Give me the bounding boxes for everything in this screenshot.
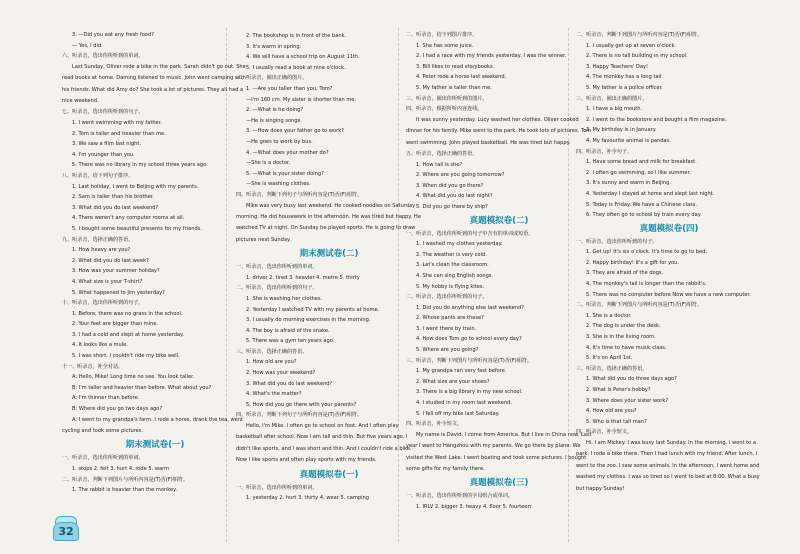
- answer-line: 4. The boy is afraid of the snake.: [246, 327, 330, 334]
- answer-line: 2. I had a race with my friends yesterday. I was the winner.: [416, 53, 567, 60]
- test-title: 真题模拟卷(四): [639, 223, 699, 234]
- passage-text: My name is David. I come from America. But I live in China now. Last year I went to Hangzhou with my parents. We go there by plane. We visited the West Lake. I went boating and took some pictures. I bought some gifts for my family there.: [406, 431, 592, 473]
- answer-line: 4. How old are you?: [586, 408, 637, 415]
- answer-line: 2. Sam is taller than his brother.: [72, 194, 154, 201]
- section-heading: 四、听录音，补全短文。: [406, 421, 463, 428]
- passage-text: Mike was very busy last weekend. He cooked noodles on Saturday morning. He did housework in the afternoon. He was tired but happy. He watched TV at night. On Sunday he played sports. He is going to draw pictures next Sunday.: [236, 202, 421, 243]
- answer-line: 2. The weather is very cold.: [416, 251, 487, 258]
- column-3: [406, 30, 592, 513]
- answer-line: 3. She is in the living room.: [586, 334, 656, 341]
- page-number: 32: [53, 522, 79, 541]
- test-title: 真题模拟卷(一): [299, 469, 359, 480]
- passage-text: A: I went to my grandpa's farm. I rode a horse, drank the tea, went cycling and took some pictures.: [62, 416, 244, 435]
- answer-line: 4. Peter rode a horse last weekend.: [416, 74, 507, 81]
- section-heading: 一、听录音，选出你所听到的单词。: [62, 455, 144, 462]
- answer-line: 4. I'm younger than you.: [72, 151, 135, 158]
- answer-line: 4. Yesterday I stayed at home and slept last night.: [586, 190, 715, 197]
- section-heading: 四、听录音，判断下列句子与所听内容是(T)否(F)相符。: [236, 191, 363, 198]
- answer-line: 5. There was no computer before Now we have a new computer.: [586, 291, 751, 298]
- answer-line: 2. Your feet are bigger than mine.: [72, 321, 159, 328]
- answer-line: 5. I bought some beautiful presents for my friends.: [72, 225, 202, 232]
- answer-line: 2. Tom is taller and heavier than me.: [72, 130, 166, 137]
- answer-line: 1. She is washing her clothes.: [246, 295, 323, 302]
- test-title: 期末测试卷(二): [299, 249, 359, 260]
- answer-line: 5. I fell off my bike last Saturday.: [416, 410, 500, 417]
- answer-line: A: Hello, Mike! Long time no see. You look taller.: [72, 374, 195, 381]
- answer-line: 3. Happy Teachers' Day!: [586, 63, 649, 70]
- section-heading: 一、听录音，选出你所听到的字母组合或单词。: [406, 493, 513, 500]
- answer-line: 2. The bookshop is in front of the bank.: [246, 33, 347, 39]
- answer-line: 3. —How does your father go to work?: [246, 128, 344, 135]
- answer-line: 5. Today is Friday. We have a Chinese class.: [586, 201, 698, 208]
- section-heading: 十一、听录音，补全对话。: [62, 363, 124, 370]
- test-title: 真题模拟卷(三): [469, 478, 529, 489]
- answer-line: 3. Where does your sister work?: [586, 397, 669, 404]
- answer-line: 1. Have some bread and milk for breakfast.: [586, 159, 697, 166]
- answer-line: 4. It's time to have music class.: [586, 344, 667, 351]
- section-heading: 九、听录音，选择正确的答语。: [62, 236, 134, 243]
- answer-line: 1. driver 2. tired 3. heavier 4. metre 5. thirty: [246, 274, 360, 281]
- answer-line: 2. What size are your shoes?: [416, 378, 490, 385]
- section-heading: 二、听录音，给下列图片排序。: [406, 32, 478, 38]
- answer-line: 5. There was a gym ten years ago.: [246, 338, 335, 345]
- answer-line: 2. I went to the bookstore and bought a film magazine.: [586, 116, 727, 123]
- answer-line: 4. What did you do last night?: [416, 193, 493, 200]
- section-heading: 三、听录音，圈出正确的图片。: [236, 75, 308, 82]
- answer-line: 5. Where are you going?: [416, 347, 479, 354]
- section-heading: 八、听录音，给下列句子排序。: [62, 172, 134, 179]
- answer-line: 5. There was no library in my school three years ago.: [72, 162, 208, 169]
- answer-line: 5. It's on April 1st.: [586, 355, 633, 362]
- answer-line: 1. IRLV 2. bigger 3. heavy 4. floor 5. fourteen: [416, 504, 531, 511]
- answer-line: 5. My father is a police officer.: [586, 84, 663, 91]
- answer-line: 3. I usually do morning exercises in the morning.: [246, 317, 371, 324]
- answer-line: 1. The rabbit is heavier than the monkey.: [72, 487, 178, 494]
- answer-line: 1. She is a doctor.: [586, 312, 632, 319]
- answer-line: 3. I went there by train.: [416, 325, 477, 332]
- answer-line: 4. My favourite animal is pandas.: [586, 137, 671, 144]
- answer-line: 5. What happened to Jim yesterday?: [72, 289, 165, 296]
- answer-line: 3. What did you do last weekend?: [246, 380, 333, 387]
- section-heading: 三、听录音，圈出正确的图片。: [576, 95, 648, 102]
- answer-line: 3. It's warm in spring.: [246, 43, 302, 50]
- answer-line: 2. What did you do last week?: [72, 257, 149, 264]
- answer-line: 2. Whose pants are these?: [416, 315, 484, 322]
- section-heading: 一、听录音，选出你所听到的单词。: [236, 484, 318, 491]
- section-heading: 二、听录音，判断下列图片与所听内容是(T)否(F)相符。: [62, 476, 189, 483]
- answer-line: 1. How heavy are you?: [72, 247, 131, 254]
- answer-line: 1. Last holiday, I went to Beijing with my parents.: [72, 183, 199, 190]
- section-heading: 二、听录音，选出你所听到的句子。: [236, 285, 318, 292]
- section-heading: 一、听录音，选出你所听到的句子中含有的单词或短语。: [406, 230, 534, 237]
- answer-line: 1. What did you do three days ago?: [586, 376, 677, 383]
- answer-line: 5. My hobby is flying kites.: [416, 283, 485, 290]
- answer-line: 1. I washed my clothes yesterday.: [416, 241, 503, 248]
- answer-line: 2. What is Peter's hobby?: [586, 387, 651, 393]
- column-2: [236, 31, 422, 504]
- answer-line: 4. It looks like a mule.: [72, 342, 128, 349]
- answer-line: 4. The monkey's tail is longer than the rabbit's.: [586, 281, 707, 288]
- answer-line: 3. I had a cold and slept at home yesterday.: [72, 331, 184, 338]
- section-heading: 四、听录音，补全短文。: [576, 429, 633, 436]
- answer-line: 1. —Are you taller than you, Tom?: [246, 85, 333, 92]
- passage-text: It was sunny yesterday. Lucy washed her clothes. Oliver cooked dinner for his family. Mike went to the park. He took lots of pictures. Tom went swimming. John played basketball. He was tired but happy.: [406, 116, 592, 146]
- answer-line: 2. The dog is under the desk.: [586, 323, 661, 330]
- answer-line: 3. —Did you eat any fresh food?: [72, 32, 154, 38]
- answer-line: 4. There weren't any computer rooms at all.: [72, 215, 185, 222]
- answer-line: 1. My grandpa ran very fast before.: [416, 368, 507, 375]
- answer-line: 3. When did you go there?: [416, 182, 484, 189]
- answer-line: —He is singing songs.: [246, 117, 302, 124]
- answer-line: 3. Let's clean the classroom.: [416, 262, 489, 269]
- column-4: [576, 30, 762, 495]
- section-heading: 三、听录音，选择正确的答语。: [236, 348, 308, 355]
- answer-line: 5. I usually read a book at nine o'clock.: [246, 64, 346, 71]
- section-heading: 一、听录音，选出你所听到的单词。: [236, 264, 318, 271]
- answer-line: 2. Where are you going tomorrow?: [416, 172, 505, 179]
- answer-line: —She is washing clothes.: [246, 181, 311, 188]
- answer-line: —I'm 160 cm. My sister is shorter than me.: [246, 96, 357, 103]
- test-title: 期末测试卷(一): [125, 440, 185, 451]
- answer-line: 1. Get up! It's six o'clock. It's time to go to bed.: [586, 249, 707, 256]
- answer-line: 5. Who is that tall man?: [586, 418, 647, 425]
- section-heading: 四、听录音，补全句子。: [576, 148, 633, 155]
- answer-line: 3. There is a big library in my new school.: [416, 389, 523, 396]
- passage-text: Last Sunday, Oliver rode a bike in the park. Sarah didn't go out. She read books at home. Daming listened to music. John went camping with his friends. What did Amy do? She took a lot of pictures. They all had a nice weekend.: [62, 63, 246, 104]
- answer-line: A: I'm thinner than before.: [72, 395, 140, 402]
- answer-line: 5. My father is taller than me.: [416, 84, 492, 91]
- answer-line: 2. —What is he doing?: [246, 107, 304, 114]
- passage-text: Hello, I'm Mike. I often go to school on foot. And I often play basketball after school. Now I am tall and thin. But five years ago, I didn't like sports, and I was short and thin. And I couldn't ride a bike. Now I like sports and often play sports with my friends.: [236, 423, 412, 464]
- answer-line: 4. How does Tom go to school every day?: [416, 336, 522, 343]
- answer-line: 1. stops 2. felt 3. hurt 4. rode 5. warm: [72, 466, 170, 473]
- section-heading: 三、听录音，圈出你所听到的图片。: [406, 95, 488, 102]
- answer-line: 4. The monkey has a long tail.: [586, 74, 663, 81]
- answer-line: 1. I usually get up at seven o'clock.: [586, 42, 677, 49]
- answer-line: B: Where did you go two days ago?: [72, 406, 163, 413]
- section-heading: 三、听录音，判断下列图片与所听内容是(T)否(F)相符。: [406, 357, 533, 364]
- answer-line: —He goes to work by bus.: [246, 138, 313, 145]
- answer-line: 3. My birthday is in January.: [586, 127, 657, 134]
- section-heading: 十、听录音，选出你所听到的句子。: [62, 300, 144, 307]
- passage-text: Hi, I am Mickey. I was busy last Sunday. In the morning, I went to a park. I rode a bike there. Then I had lunch with my friend. After lunch, I went to the zoo. I saw some animals. In the afternoon, I went home and washed my clothes. I was so tired so I went to bed at 8:00. What a busy but happy Sunday!: [576, 439, 760, 492]
- section-heading: 四、听录音，根据所听内容连线。: [406, 106, 483, 113]
- section-heading: 二、听录音，判断下列图片与所听内容是(T)否(F)相符。: [576, 302, 703, 309]
- answer-line: 4. She can sing English songs.: [416, 272, 494, 279]
- section-heading: 一、听录音，选出你所听到的句子。: [576, 238, 658, 245]
- answer-line: 3. What did you do last weekend?: [72, 204, 159, 211]
- section-heading: 二、听录音，选出你所听到的句子。: [406, 294, 488, 301]
- section-heading: 七、听录音，选出你所听到的句子。: [62, 109, 144, 116]
- answer-line: 2. There is no tall building in my school.: [586, 53, 688, 60]
- section-heading: 三、听录音，选择正确的答语。: [576, 365, 648, 372]
- answer-line: 4. What's the matter?: [246, 391, 302, 398]
- answer-line: 1. I went swimming with my father.: [72, 120, 162, 126]
- answer-line: 2. How was your weekend?: [246, 370, 316, 377]
- answer-line: 6. They often go to school by train every day.: [586, 212, 702, 219]
- answer-line: 1. yesterday 2. hurt 3. thirty 4. wear 5. camping: [246, 495, 369, 502]
- answer-line: 4. We will have a school trip on August 11th.: [246, 54, 360, 61]
- answer-line: 3. It's sunny and warm in Beijing.: [586, 180, 671, 187]
- test-title: 真题模拟卷(二): [469, 215, 529, 226]
- answer-line: 1. Did you do anything else last weekend?: [416, 304, 524, 311]
- answer-line: 3. We saw a film last night.: [72, 141, 142, 148]
- answer-line: — Yes, I did.: [72, 42, 103, 49]
- section-heading: 二、听录音，判断下列图片与所听内容是(T)否(F)相符。: [576, 32, 703, 38]
- answer-line: 5. —What is your sister doing?: [246, 170, 324, 177]
- answer-line: —She is a doctor.: [246, 160, 291, 167]
- answer-line: 2. Happy birthday! It's a gift for you.: [586, 259, 680, 266]
- section-heading: 五、听录音，选择正确的答语。: [406, 150, 478, 157]
- answer-line: B: I'm taller and heavier than before. What about you?: [72, 384, 212, 391]
- section-heading: 四、听录音，判断下列句子与所听内容是(T)否(F)相符。: [236, 412, 363, 419]
- answer-line: 4. What size is your T-shirt?: [72, 278, 143, 285]
- answer-line: 1. Before, there was no grass in the school.: [72, 310, 183, 317]
- answer-line: 2. Yesterday I watched TV with my parents at home.: [246, 306, 380, 313]
- answer-line: 3. Bill likes to read storybooks.: [416, 63, 495, 70]
- answer-line: 1. I have a big mouth.: [586, 106, 643, 113]
- answer-line: 1. How old are you?: [246, 359, 297, 366]
- section-heading: 六、听录音，选出你所听到的单词。: [62, 53, 144, 60]
- answer-line: 3. They are afraid of the dogs.: [586, 270, 664, 277]
- answer-line: 4. I studied in my room last weekend.: [416, 400, 512, 407]
- answer-line: 1. She has some juice.: [416, 42, 474, 49]
- answer-line: 4. —What does your mother do?: [246, 149, 329, 156]
- answer-line: 1. How tall is she?: [416, 161, 463, 168]
- answer-line: 2. I often go swimming, so I like summer.: [586, 169, 691, 176]
- answer-line: 3. How was your summer holiday?: [72, 268, 160, 275]
- answer-line: 5. Did you go there by ship?: [416, 203, 488, 210]
- answer-line: 5. How did you go there with your parents?: [246, 401, 357, 408]
- answer-line: 5. I was short. I couldn't ride my bike well.: [72, 353, 180, 360]
- column-1: [62, 30, 248, 496]
